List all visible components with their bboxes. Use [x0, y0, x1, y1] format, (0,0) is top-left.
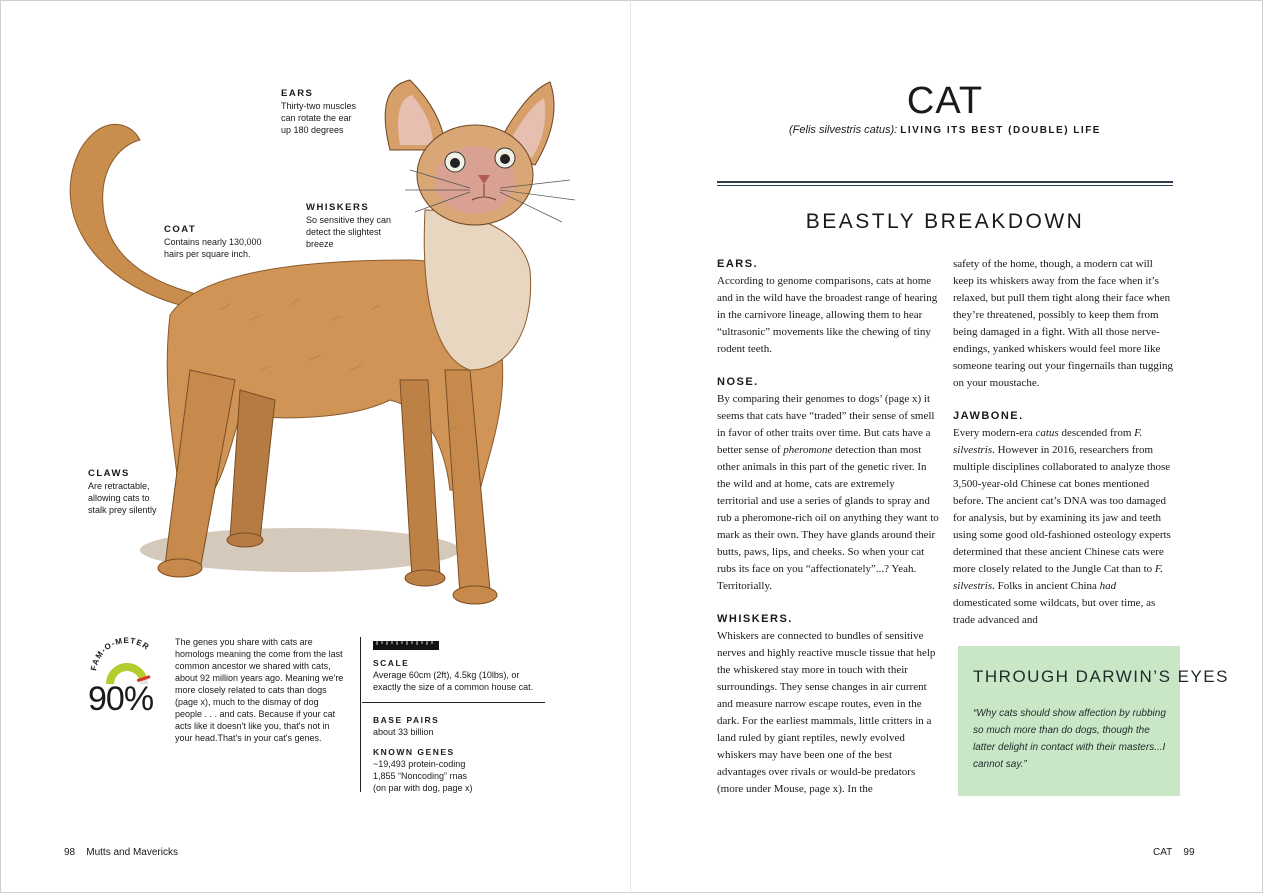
page-gutter: [630, 0, 631, 891]
page-number: 99: [1183, 847, 1195, 858]
section-body-nose: [717, 391, 939, 595]
section-heading-jawbone: JAWBONE.: [953, 410, 1024, 422]
fam-o-meter-label: FAM-O-METER: [89, 635, 152, 672]
cat-illustration: [50, 70, 610, 630]
darwin-quote: “Why cats should show affection by rubbing so much more than do dogs, though the latter delight in contact with their masters...I cannot say.”: [973, 708, 1166, 770]
stat-text-line: (on par with dog, page x): [373, 783, 473, 793]
section-title: BEASTLY BREAKDOWN: [805, 210, 1085, 233]
callout-heading: EARS: [281, 88, 314, 99]
body-emphasis: F. silvestris: [953, 427, 1143, 456]
callout-heading: CLAWS: [88, 468, 130, 479]
body-emphasis: pheromone: [783, 444, 833, 456]
cat-paw: [227, 533, 263, 547]
body-emphasis: catus: [1035, 427, 1059, 439]
body-text: Every modern-era: [953, 427, 1036, 439]
body-text: . However in 2016, researchers from multiple disciplines collaborated to analyze those 3,500-year-old Chinese cat bones mentioned before. The ancient cat’s DNA was too damaged for analysis, but by examining its jaw and teeth using some good old-fashioned osteology experts determined that these ancient Chinese cats were more closely related to the Jungle Cat than to: [953, 444, 1171, 575]
cat-tail: [70, 124, 200, 305]
callout-text-line: can rotate the ear: [281, 113, 352, 123]
scientific-name: (Felis silvestris catus):: [789, 124, 898, 136]
stat-base-pairs: [373, 714, 543, 738]
stat-text: Average 60cm (2ft), 4.5kg (10lbs), or exactly the size of a common house cat.: [373, 670, 534, 692]
callout-text-line: breeze: [306, 239, 334, 249]
cat-pupil-left: [450, 158, 460, 168]
section-body-whiskers: Whiskers are connected to bundles of sensitive nerves and highly reactive muscle tissue that help the whiskered stay more in touch with their surroundings. They sense changes in air current and measure narrow escape routes, even in the dark. For the earliest mammals, little critters in a land ruled by giant reptiles, newly evolved whiskers may have been one of the best advantages over rivals or would-be predators (more under Mouse, page x). In the: [717, 630, 936, 795]
cat-paw: [405, 570, 445, 586]
stat-text-line: ~19,493 protein-coding: [373, 759, 466, 769]
callout-text-line: Thirty-two muscles: [281, 101, 357, 111]
callout-text-line: detect the slightest: [306, 227, 382, 237]
callout-text-line: Contains nearly 130,000: [164, 237, 262, 247]
callout-whiskers: [306, 202, 391, 250]
cat-paw: [453, 586, 497, 604]
section-body-whiskers-continued: safety of the home, though, a modern cat will keep its whiskers away from the face when it’s relaxed, but pull them tight along their face when they’re threatened, possibly to keep them from being damaged in a fight. With all those nerve-endings, yanked whiskers would feel more like someone tearing out your fingernails than tugging on your moustache.: [953, 258, 1173, 389]
stat-known-genes: [373, 746, 543, 794]
section-heading-nose: NOSE.: [717, 376, 759, 388]
subtitle-tagline: LIVING ITS BEST (DOUBLE) LIFE: [900, 125, 1101, 136]
title-rule: [717, 181, 1173, 183]
stat-text-line: 1,855 “Noncoding” rnas: [373, 771, 468, 781]
callout-text-line: Are retractable,: [88, 481, 150, 491]
body-emphasis: F. silvestris: [953, 563, 1163, 592]
cat-pupil-right: [500, 154, 510, 164]
callout-claws: [88, 468, 157, 516]
body-text: . Folks in ancient China: [992, 580, 1100, 592]
page-number: 98: [64, 847, 76, 858]
body-emphasis: had: [1099, 580, 1117, 592]
running-head: CAT: [1153, 847, 1173, 858]
text-column-left: [717, 256, 939, 814]
stats-divider-horizontal: [362, 702, 545, 703]
right-folio: [1153, 847, 1195, 858]
callout-coat: [164, 224, 262, 260]
callout-text-line: up 180 degrees: [281, 125, 344, 135]
callout-heading: COAT: [164, 224, 197, 235]
running-head: Mutts and Mavericks: [86, 847, 178, 858]
callout-text-line: allowing cats to: [88, 493, 150, 503]
stat-heading: BASE PAIRS: [373, 715, 440, 725]
callout-text-line: hairs per square inch.: [164, 249, 251, 259]
text-column-right: [953, 256, 1175, 645]
stats-divider-vertical: [360, 637, 361, 792]
fam-o-meter-description: The genes you share with cats are homologs meaning the come from the last common ancestor we shared with cats, about 92 million years ago. Meaning we're more closely related to cats than dogs (page x), much to the dismay of dog people . . . and cats. Because if your cat acts like it doesn't like you, that's not in your head.That's in your cat's genes.: [175, 637, 344, 743]
callout-text-line: stalk prey silently: [88, 505, 157, 515]
cat-paw: [158, 559, 202, 577]
fam-o-meter-percent: 90%: [88, 680, 154, 718]
body-text: detection than most other animals in this part of the genetic river. In the wild and at home, cats are extremely territorial and use a series of glands to spray and rub a pheromone-rich oil on anything they want to mark as their own. They have glands around their butts, paws, lips, and cheeks. So when your cat rubs its face on you “affectionately”...? Yeah. Territorially.: [717, 444, 939, 592]
stat-heading: SCALE: [373, 658, 410, 668]
body-text: descended from: [1058, 427, 1135, 439]
ruler-icon: [373, 638, 439, 650]
page-title: CAT: [906, 80, 984, 122]
stat-scale: [373, 657, 548, 693]
page-subtitle: [717, 124, 1173, 136]
section-heading-ears: EARS.: [717, 258, 759, 270]
body-text: By comparing their genomes to dogs’ (page x) it seems that cats have “traded” their sense of smell in favor of other traits over time. But cats have a better sense of: [717, 393, 935, 456]
left-folio: [64, 847, 178, 858]
section-heading-whiskers: WHISKERS.: [717, 613, 793, 625]
darwin-sidebar-title: THROUGH DARWIN’S EYES: [973, 667, 1229, 686]
callout-heading: WHISKERS: [306, 202, 370, 213]
body-text: domesticated some wildcats, but over time, as trade advanced and: [953, 597, 1156, 626]
stat-heading: KNOWN GENES: [373, 747, 455, 757]
stat-text: about 33 billion: [373, 727, 434, 737]
section-body-ears: According to genome comparisons, cats at home and in the wild have the broadest range of hearing in the carnivore lineage, allowing them to hear “ultrasonic” movements like the chewing of tiny rodent teeth.: [717, 275, 938, 355]
title-rule: [717, 185, 1173, 186]
callout-text-line: So sensitive they can: [306, 215, 392, 225]
section-body-jawbone: [953, 425, 1175, 629]
callout-ears: [281, 88, 356, 136]
